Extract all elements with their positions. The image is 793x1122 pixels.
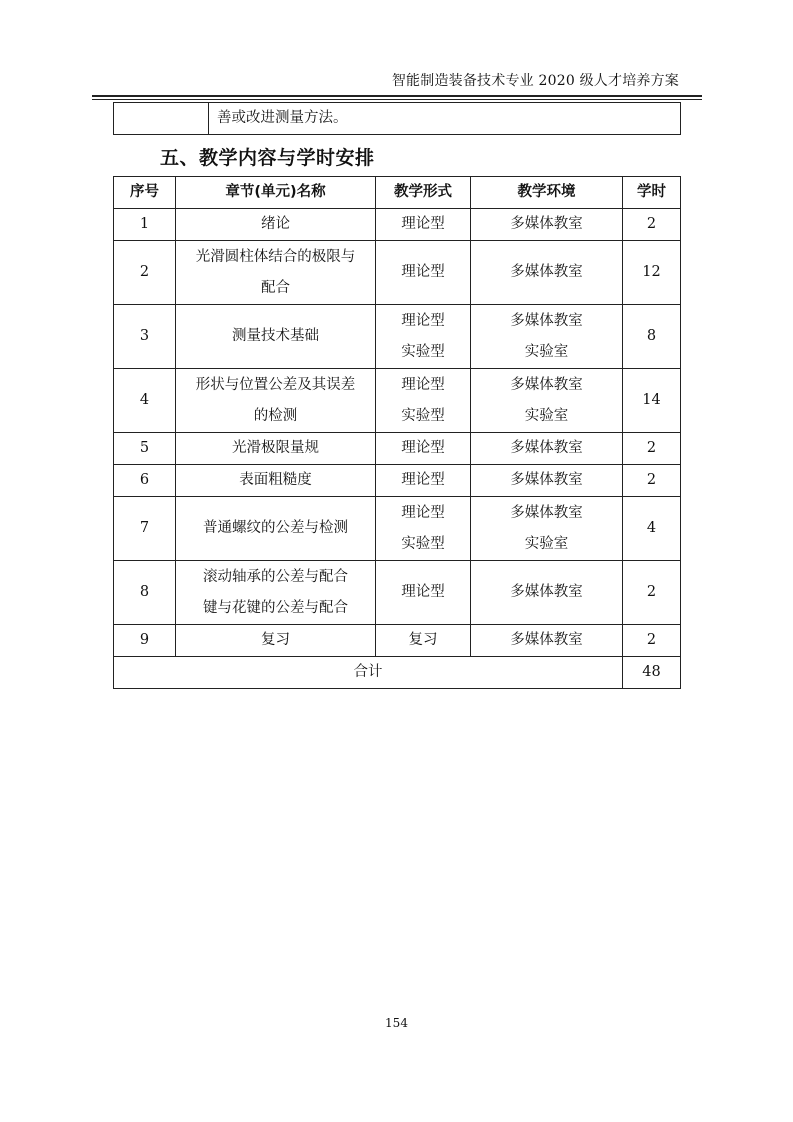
teaching-form-line: 理论型 [401,376,445,393]
row-number: 6 [114,465,176,497]
teaching-environment-line: 多媒体教室 [510,472,583,488]
teaching-form [376,625,471,657]
teaching-form-line: 理论型 [401,312,445,329]
teaching-environment [471,241,623,305]
teaching-environment-line: 多媒体教室 [510,376,583,393]
header-rule-thick [92,95,702,97]
chapter-name-line: 光滑圆柱体结合的极限与 [195,248,356,265]
header-cell-hours: 学时 [623,177,681,209]
teaching-form-line: 理论型 [401,504,445,521]
table-row [114,369,681,433]
chapter-name-line: 键与花键的公差与配合 [203,599,348,616]
hours: 12 [623,241,681,305]
row-number: 3 [114,305,176,369]
chapter-name-line: 绪论 [261,216,290,232]
teaching-environment [471,465,623,497]
teaching-environment [471,369,623,433]
teaching-environment [471,497,623,561]
hours: 2 [623,209,681,241]
teaching-environment [471,433,623,465]
teaching-form-line: 实验型 [401,407,445,424]
table-row [114,241,681,305]
teaching-environment-line: 实验室 [524,407,569,424]
table-row [114,561,681,625]
chapter-name [176,305,376,369]
teaching-environment-line: 多媒体教室 [510,264,583,280]
row-number: 9 [114,625,176,657]
row-number: 2 [114,241,176,305]
hours: 2 [623,433,681,465]
total-row [114,657,681,689]
chapter-name-line: 普通螺纹的公差与检测 [203,520,348,536]
header-cell-number: 序号 [114,177,176,209]
teaching-environment [471,209,623,241]
teaching-environment-line: 多媒体教室 [510,632,583,648]
continued-empty-cell [114,103,209,135]
teaching-environment [471,305,623,369]
row-number: 5 [114,433,176,465]
continued-text-cell: 善或改进测量方法。 [209,103,681,135]
teaching-environment-line: 多媒体教室 [510,584,583,600]
teaching-form [376,241,471,305]
header-cell-form: 教学形式 [376,177,471,209]
table-row [114,465,681,497]
table-row [114,433,681,465]
hours: 2 [623,625,681,657]
row-number: 4 [114,369,176,433]
teaching-form-line: 理论型 [401,472,445,488]
teaching-environment-line: 多媒体教室 [510,504,583,521]
teaching-form-line: 实验型 [401,535,445,552]
chapter-name-line: 复习 [261,632,290,648]
teaching-environment-line: 多媒体教室 [510,440,583,456]
continued-table [113,102,681,135]
chapter-name [176,369,376,433]
teaching-environment-line: 实验室 [524,343,569,360]
chapter-name-line: 光滑极限量规 [232,440,319,456]
chapter-name [176,241,376,305]
table-row [114,209,681,241]
chapter-name-line: 测量技术基础 [232,328,319,344]
hours: 2 [623,561,681,625]
chapter-name [176,209,376,241]
table-row [114,497,681,561]
chapter-name [176,465,376,497]
section-heading: 五、教学内容与学时安排 [160,147,375,169]
teaching-environment [471,625,623,657]
teaching-form-line: 理论型 [401,264,445,280]
hours: 8 [623,305,681,369]
chapter-name [176,497,376,561]
chapter-name [176,625,376,657]
row-number: 8 [114,561,176,625]
teaching-form-line: 理论型 [401,584,445,600]
teaching-environment-line: 多媒体教室 [510,312,583,329]
table-row [114,625,681,657]
chapter-name [176,433,376,465]
total-hours: 48 [623,657,681,689]
schedule-table [113,176,681,689]
hours: 14 [623,369,681,433]
hours: 2 [623,465,681,497]
document-header-title: 智能制造装备技术专业 2020 级人才培养方案 [391,73,679,89]
teaching-environment-line: 实验室 [524,535,569,552]
teaching-form-line: 实验型 [401,343,445,360]
teaching-form [376,305,471,369]
teaching-form [376,497,471,561]
chapter-name-line: 的检测 [253,407,298,424]
teaching-environment-line: 多媒体教室 [510,216,583,232]
chapter-name-line: 配合 [261,279,290,296]
continued-table-row [114,103,681,135]
row-number: 7 [114,497,176,561]
row-number: 1 [114,209,176,241]
header-cell-environment: 教学环境 [471,177,623,209]
teaching-form [376,369,471,433]
table-header-row [114,177,681,209]
teaching-form [376,561,471,625]
teaching-form-line: 理论型 [401,216,445,232]
teaching-form [376,209,471,241]
teaching-form [376,465,471,497]
chapter-name [176,561,376,625]
table-row [114,305,681,369]
teaching-environment [471,561,623,625]
header-cell-chapter: 章节(单元)名称 [176,177,376,209]
header-rule-thin [92,99,702,100]
hours: 4 [623,497,681,561]
chapter-name-line: 滚动轴承的公差与配合 [203,568,348,585]
teaching-form [376,433,471,465]
chapter-name-line: 形状与位置公差及其误差 [195,376,356,393]
teaching-form-line: 复习 [408,632,438,648]
teaching-form-line: 理论型 [401,440,445,456]
chapter-name-line: 表面粗糙度 [239,472,312,488]
total-label: 合计 [114,657,623,689]
page-number: 154 [385,1016,408,1030]
